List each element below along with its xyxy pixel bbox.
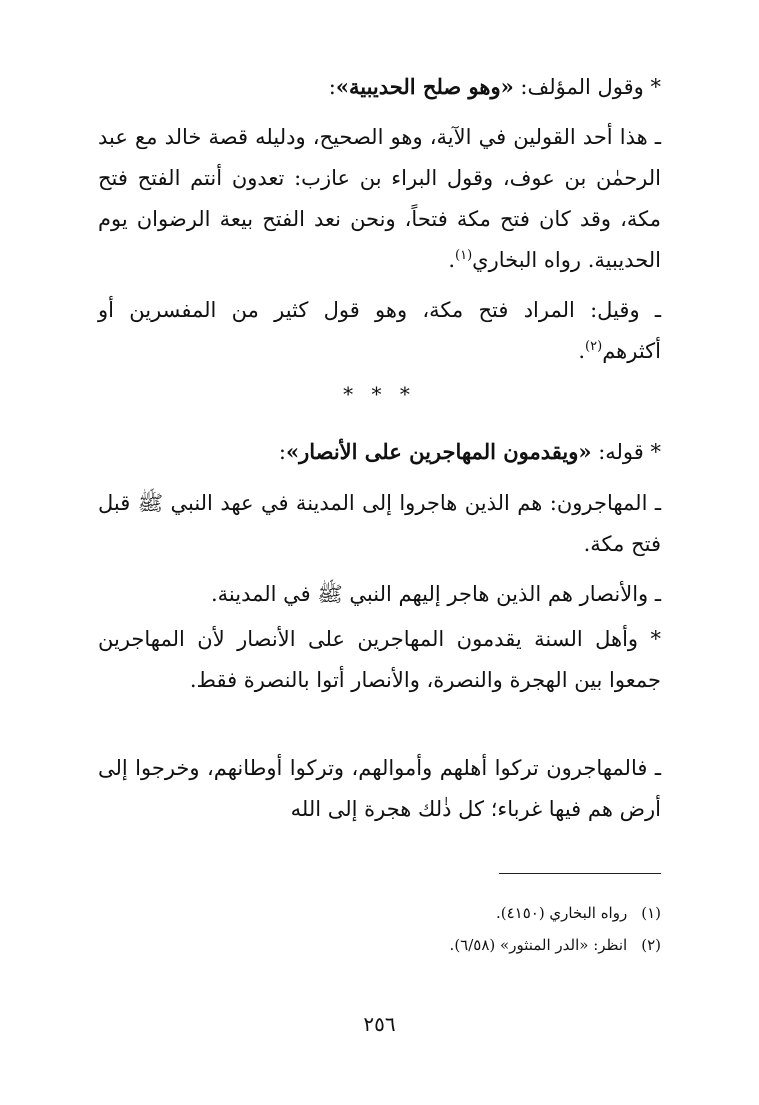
heading-quote: «ويقدمون المهاجرين على الأنصار» xyxy=(285,439,592,464)
saying-heading xyxy=(98,431,661,473)
paragraph-end-mark: . xyxy=(448,248,456,272)
page-number: ٢٥٦ xyxy=(363,1012,396,1036)
paragraph-other-opinion xyxy=(98,290,661,372)
paragraph-end-mark: . xyxy=(578,339,586,363)
paragraph-emigrants-sacrifice: ـ فالمهاجرون تركوا أهلهم وأموالهم، وتركوا أوطانهم، وخرجوا إلى أرض هم فيها غرباء؛ كل ذٰلك هجرة إلى الله xyxy=(98,756,661,821)
footnote-text: رواه البخاري (٤١٥٠). xyxy=(495,904,628,922)
heading-lead-text: * وقول المؤلف: xyxy=(513,75,661,99)
footnote-reference-1: (١) xyxy=(455,248,473,263)
paragraph-ansar-definition: ـ والأنصار هم الذين هاجر إليهم النبي ﷺ في المدينة. xyxy=(210,582,661,606)
section-separator: * * * xyxy=(343,382,416,406)
paragraph-precedence: * وأهل السنة يقدمون المهاجرين على الأنصار لأن المهاجرين جمعوا بين الهجرة والنصرة، والأنصار أتوا بالنصرة فقط. xyxy=(98,627,661,692)
paragraph-muhajirun-definition: ـ المهاجرون: هم الذين هاجروا إلى المدينة في عهد النبي ﷺ قبل فتح مكة. xyxy=(98,491,661,556)
paragraph-text: ـ هذا أحد القولين في الآية، وهو الصحيح، ودليله قصة خالد مع عبد الرحمٰن بن عوف، وقول البراء بن عازب: تعدون أنتم الفتح فتح مكة، وقد كان فتح مكة فتحاً، ونحن نعد الفتح بيعة الرضوان يوم الحديبية. رواه البخاري xyxy=(98,125,661,272)
paragraph-correct-opinion xyxy=(98,117,661,281)
heading-colon: : xyxy=(328,75,336,99)
author-statement-heading xyxy=(98,66,661,108)
heading-quote: «وهو صلح الحديبية» xyxy=(335,74,514,99)
footnote-number: (٢) xyxy=(641,936,661,954)
heading-lead-text: * قوله: xyxy=(591,440,661,464)
footnote-divider xyxy=(499,873,661,874)
paragraph-text: ـ وقيل: المراد فتح مكة، وهو قول كثير من المفسرين أو أكثرهم xyxy=(98,298,661,363)
footnote-1 xyxy=(98,902,661,924)
footnote-reference-2: (٢) xyxy=(585,339,603,354)
footnote-number: (١) xyxy=(641,904,661,922)
footnote-2 xyxy=(98,934,661,956)
heading-colon: : xyxy=(278,440,286,464)
footnote-text: انظر: «الدر المنثور» (٦/٥٨). xyxy=(449,936,628,954)
